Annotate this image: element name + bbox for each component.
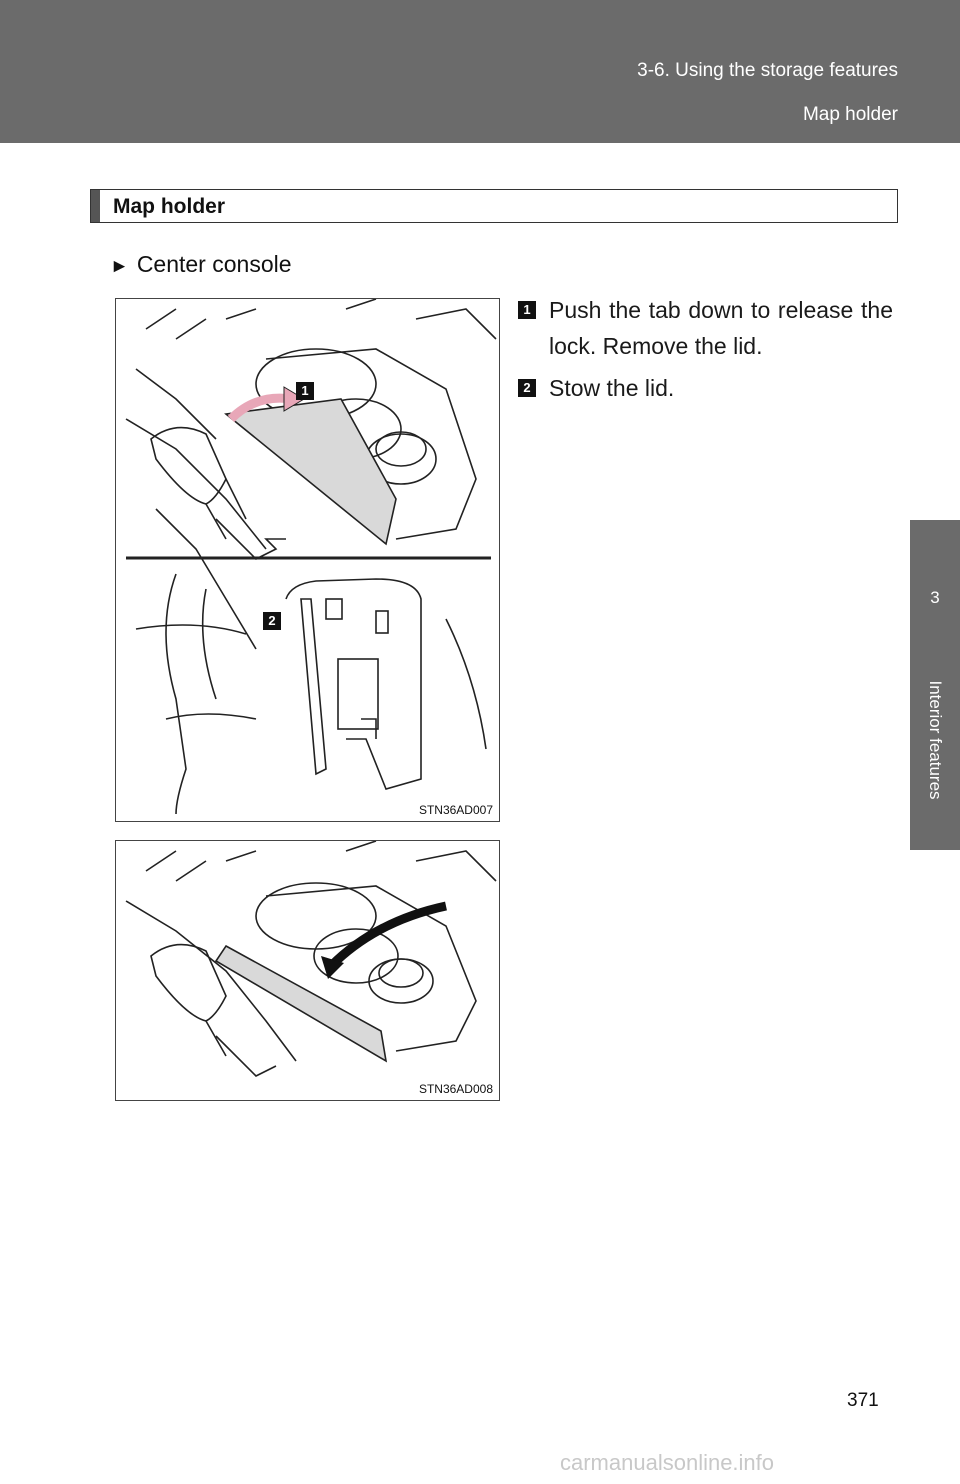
chapter-number: 3 [930,588,940,607]
page-number: 371 [847,1390,879,1411]
step-number-badge: 1 [518,301,536,319]
subsection-label: Center console [136,251,292,277]
console-illustration-bottom [116,841,498,1099]
figure-lid-stowed [115,840,500,1101]
watermark-text: carmanualsonline.info [560,1450,775,1475]
triangle-bullet-icon: ► [110,256,129,277]
figure-code: STN36AD008 [418,1082,493,1096]
section-heading-box [90,189,898,223]
figure-code: STN36AD007 [418,803,493,817]
step-item [518,292,893,364]
callout-badge-1: 1 [296,382,314,400]
section-title: Map holder [113,195,226,218]
step-number-badge: 2 [518,379,536,397]
console-illustration-top [116,299,498,820]
step-list [518,292,893,412]
header-section-title: 3-6. Using the storage features [637,60,898,81]
step-text: Stow the lid. [549,375,675,401]
figure-lid-removal [115,298,500,822]
step-item [518,370,893,406]
page-header [0,0,960,143]
header-topic-title: Map holder [802,104,898,125]
subsection-bullet [110,251,292,278]
step-text: Push the tab down to release the lock. Remove the lid. [549,297,893,359]
callout-badge-2: 2 [263,612,281,630]
section-heading-bar [91,190,100,222]
chapter-title: Interior features [926,680,945,800]
